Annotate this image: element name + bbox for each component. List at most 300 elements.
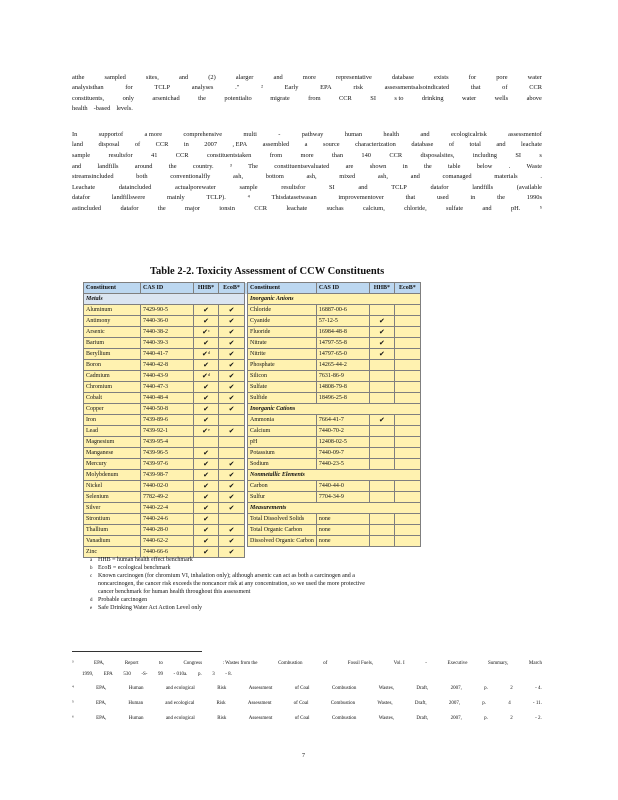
footnote-word: Combustion xyxy=(331,716,357,721)
word: landfills xyxy=(97,163,119,170)
footnote-word: Risk xyxy=(217,716,227,721)
footnote-word: -S- xyxy=(141,672,148,677)
hhb-check: ✔ xyxy=(194,459,219,470)
footnote-word: 2007, xyxy=(450,716,462,721)
word: analyses xyxy=(191,84,214,91)
word: for xyxy=(125,84,133,91)
hhb-check: ✔ᵈ xyxy=(194,371,219,382)
constituent-name: Lead xyxy=(84,426,141,437)
word: CCR xyxy=(155,141,169,148)
word: actualporewater xyxy=(175,184,216,191)
ecob-check xyxy=(394,327,420,338)
word: arsenichad xyxy=(152,95,180,102)
ecob-check xyxy=(394,448,420,459)
constituent-name: Manganese xyxy=(84,448,141,459)
text-line xyxy=(72,163,542,170)
ecob-check xyxy=(394,459,420,470)
constituent-name: Total Organic Carbon xyxy=(248,525,317,536)
footnote-word: Wastes, xyxy=(377,701,393,706)
table-row xyxy=(84,437,421,448)
hhb-check xyxy=(369,525,394,536)
word: CCR xyxy=(254,205,268,212)
cas-id: 7440-42-8 xyxy=(141,360,194,371)
word: total xyxy=(469,141,481,148)
cas-id: 7440-02-0 xyxy=(141,481,194,492)
text-line xyxy=(72,184,542,191)
word: ⁵ xyxy=(539,205,542,212)
cas-id: 7440-24-6 xyxy=(141,514,194,525)
hhb-check: ✔ xyxy=(369,316,394,327)
note-text: noncarcinogen, the cancer risk exceeds the noncancer risk at any concentration, so we used the more protective xyxy=(98,581,365,587)
footnote-word: 99 xyxy=(158,672,163,677)
word: resultsfor xyxy=(108,152,133,159)
word: streamsincluded xyxy=(72,173,114,180)
footnote-word: Draft, xyxy=(416,686,429,691)
ecob-check: ✔ xyxy=(219,459,245,470)
word: table xyxy=(448,163,461,170)
ecob-check xyxy=(394,371,420,382)
cas-id: 7631-86-9 xyxy=(316,371,369,382)
word: ash, xyxy=(377,173,388,180)
cas-id: none xyxy=(316,525,369,536)
word: CCR xyxy=(339,95,352,102)
cas-id: 7440-23-5 xyxy=(316,459,369,470)
ecob-check xyxy=(394,492,420,503)
table-row xyxy=(84,426,421,437)
word: database xyxy=(411,141,434,148)
cas-id: 7439-89-6 xyxy=(141,415,194,426)
word: (2) xyxy=(208,74,216,81)
text-line xyxy=(72,105,542,112)
cas-id: 7440-47-3 xyxy=(141,382,194,393)
word: and xyxy=(482,205,492,212)
word: comanaged xyxy=(442,173,472,180)
ecob-check xyxy=(219,415,245,426)
hhb-check: ✔ xyxy=(369,415,394,426)
constituent-name: Nitrite xyxy=(248,349,317,360)
constituent-name: Beryllium xyxy=(84,349,141,360)
hhb-check: ✔ xyxy=(194,492,219,503)
footnote-word: Human xyxy=(128,716,144,721)
word: supportof xyxy=(98,131,124,138)
word: comprehensive xyxy=(183,131,223,138)
word: and xyxy=(496,141,506,148)
text-line xyxy=(72,205,542,212)
ecob-check: ✔ xyxy=(219,338,245,349)
constituent-name: Phosphate xyxy=(248,360,317,371)
text-line xyxy=(72,95,542,102)
ecob-check: ✔ xyxy=(219,349,245,360)
cas-id: 14265-44-2 xyxy=(316,360,369,371)
ecob-check: ✔ xyxy=(219,525,245,536)
word: . xyxy=(508,163,511,170)
hhb-check: ✔ xyxy=(194,514,219,525)
ecob-check xyxy=(394,415,420,426)
cas-id: 7439-98-7 xyxy=(141,470,194,481)
footnote-word: - 010a. xyxy=(173,672,188,677)
table-row xyxy=(84,492,421,503)
ecob-check xyxy=(394,536,420,547)
cas-id: 7440-50-8 xyxy=(141,404,194,415)
word: suchas xyxy=(326,205,344,212)
hhb-check: ✔ xyxy=(194,525,219,536)
ecob-check: ✔ xyxy=(219,382,245,393)
table-row xyxy=(84,514,421,525)
word: and xyxy=(72,163,82,170)
ecob-check xyxy=(219,514,245,525)
column-header: EcoB* xyxy=(394,283,420,294)
footnote-word: March xyxy=(528,661,542,666)
column-header: HHB* xyxy=(194,283,219,294)
word: mixed xyxy=(339,173,356,180)
cas-id: 7439-92-1 xyxy=(141,426,194,437)
cas-id: 7440-41-7 xyxy=(141,349,194,360)
footnote-word: 2007, xyxy=(450,686,462,691)
word: disposalsites, xyxy=(420,152,455,159)
footnote-word: EPA, xyxy=(96,686,107,691)
footnote-word: Assessment xyxy=(247,701,272,706)
ecob-check: ✔ xyxy=(219,327,245,338)
word: and xyxy=(410,173,420,180)
note-text: Safe Drinking Water Act Action Level only xyxy=(98,605,203,611)
word: the xyxy=(168,163,177,170)
constituent-name: Barium xyxy=(84,338,141,349)
word: land xyxy=(72,141,84,148)
footnote-word: of Coal xyxy=(293,701,309,706)
word: ecologicalrisk xyxy=(450,131,487,138)
hhb-check xyxy=(369,382,394,393)
constituent-name: Molybdenum xyxy=(84,470,141,481)
word: above xyxy=(526,95,542,102)
word: constituentstaken xyxy=(206,152,252,159)
footnote-word: Risk xyxy=(217,686,227,691)
constituent-name: Strontium xyxy=(84,514,141,525)
table-row xyxy=(84,415,421,426)
cas-id: 57-12-5 xyxy=(316,316,369,327)
word: , EPA xyxy=(232,141,248,148)
hhb-check: ✔ xyxy=(194,360,219,371)
footnote-word: - xyxy=(425,661,427,666)
word: are xyxy=(345,163,354,170)
constituent-name: Cyanide xyxy=(248,316,317,327)
ecob-check: ✔ xyxy=(219,305,245,316)
table-row xyxy=(84,316,421,327)
word: more xyxy=(302,74,316,81)
footnote-rule xyxy=(72,651,202,652)
word: constituents, xyxy=(72,95,105,102)
hhb-check: ✔ xyxy=(369,327,394,338)
word: characterization xyxy=(355,141,396,148)
footnote-word: Assessment xyxy=(248,716,273,721)
note-marker: c xyxy=(90,574,93,579)
column-header: CAS ID xyxy=(141,283,194,294)
constituent-name: Zinc xyxy=(84,547,141,558)
footnote-word: Assessment xyxy=(248,686,273,691)
ecob-check: ✔ xyxy=(219,547,245,558)
constituent-name: Cobalt xyxy=(84,393,141,404)
cas-id: 14808-79-8 xyxy=(316,382,369,393)
hhb-check: ✔ xyxy=(194,316,219,327)
word: only xyxy=(122,95,134,102)
ecob-check xyxy=(219,448,245,459)
word: mainly xyxy=(166,194,185,201)
footnote-word: Draft, xyxy=(416,716,429,721)
empty-cell xyxy=(248,547,421,558)
word: CCR xyxy=(389,152,403,159)
constituent-name: Potassium xyxy=(248,448,317,459)
word: Waste xyxy=(526,163,542,170)
word: and xyxy=(358,184,368,191)
column-header: HHB* xyxy=(369,283,394,294)
constituent-name: pH xyxy=(248,437,317,448)
word: exists xyxy=(434,74,449,81)
ecob-check xyxy=(394,481,420,492)
footnote-word: to xyxy=(159,661,163,666)
ecob-check: ✔ xyxy=(219,316,245,327)
footnote-word: Wastes, xyxy=(378,686,395,691)
hhb-check xyxy=(369,459,394,470)
word: datafor xyxy=(120,205,139,212)
footnote-word: of xyxy=(323,661,328,666)
hhb-check: ✔ xyxy=(369,349,394,360)
hhb-check: ✔ xyxy=(194,481,219,492)
footnote-word: of Coal xyxy=(294,716,310,721)
word: leachate xyxy=(286,205,308,212)
table-row xyxy=(84,459,421,470)
footnote-word: - 11. xyxy=(532,701,542,706)
note-text: HHB = human health effect benchmark xyxy=(98,557,193,563)
word: sulfate xyxy=(446,205,464,212)
table-note xyxy=(90,565,171,572)
word: landfillswere xyxy=(111,194,146,201)
footnote-word: and ecological xyxy=(165,701,195,706)
word: ionsin xyxy=(219,205,235,212)
word: improvementover xyxy=(338,194,384,201)
word: that xyxy=(405,194,416,201)
constituent-name: Antimony xyxy=(84,316,141,327)
hhb-check: ✔ᵉ xyxy=(194,426,219,437)
category-heading: Nonmetallic Elements xyxy=(248,470,421,481)
footnote-word: Executive xyxy=(447,661,468,666)
ecob-check: ✔ xyxy=(219,470,245,481)
word: alarger xyxy=(235,74,254,81)
word: major xyxy=(185,205,200,212)
word: datafor xyxy=(430,184,449,191)
word: shown xyxy=(369,163,387,170)
hhb-check xyxy=(369,492,394,503)
note-text: cancer benchmark for human health throughout this assessment xyxy=(98,589,251,595)
ecob-check xyxy=(394,514,420,525)
table-row xyxy=(84,393,421,404)
word: sample xyxy=(239,184,258,191)
word: -based xyxy=(93,105,111,112)
constituent-name: Aluminum xyxy=(84,305,141,316)
word: SI xyxy=(370,95,376,102)
word: assessmentof xyxy=(508,131,542,138)
word: sample xyxy=(72,152,91,159)
cas-id: 7439-96-5 xyxy=(141,448,194,459)
cas-id: 7664-41-7 xyxy=(316,415,369,426)
ecob-check xyxy=(394,360,420,371)
constituent-name: Vanadium xyxy=(84,536,141,547)
category-heading: Inorganic Anions xyxy=(248,294,421,305)
hhb-check: ✔ xyxy=(194,415,219,426)
table-note xyxy=(90,597,147,604)
word: water xyxy=(461,95,477,102)
table-row xyxy=(84,305,421,316)
word: more xyxy=(300,152,314,159)
ecob-check xyxy=(219,437,245,448)
text-line xyxy=(72,84,542,91)
hhb-check xyxy=(369,437,394,448)
ecob-check xyxy=(394,393,420,404)
table-header-row xyxy=(84,283,421,294)
word: leachate xyxy=(521,141,542,148)
hhb-check xyxy=(369,426,394,437)
hhb-check: ✔ᶜ xyxy=(194,327,219,338)
word: (available xyxy=(516,184,542,191)
footnote xyxy=(72,716,542,722)
word: from xyxy=(269,152,283,159)
cas-id: 14797-65-0 xyxy=(316,349,369,360)
constituent-name: Nitrate xyxy=(248,338,317,349)
footnote-word: : Wastes from the xyxy=(222,661,258,666)
footnote-word: EPA xyxy=(103,672,113,677)
word: materials xyxy=(494,173,518,180)
footnote-word: - 4. xyxy=(535,686,542,691)
hhb-check xyxy=(369,481,394,492)
cas-id: 12408-02-5 xyxy=(316,437,369,448)
word: human xyxy=(344,131,363,138)
hhb-check: ✔ xyxy=(194,305,219,316)
table-row xyxy=(84,327,421,338)
hhb-check: ✔ xyxy=(194,382,219,393)
cas-id: 7782-49-2 xyxy=(141,492,194,503)
word: migrate xyxy=(270,95,290,102)
word: ash, xyxy=(306,173,317,180)
constituent-name: Silver xyxy=(84,503,141,514)
footnote-word: 2 xyxy=(510,686,513,691)
word: of xyxy=(502,84,508,91)
word: conventionalfly xyxy=(170,173,211,180)
table-row xyxy=(84,525,421,536)
constituent-name: Selenium xyxy=(84,492,141,503)
word: analysisthan xyxy=(72,84,104,91)
word: risk xyxy=(353,84,363,91)
word: country. xyxy=(192,163,214,170)
table-row xyxy=(84,448,421,459)
word: below xyxy=(476,163,493,170)
cas-id: 7440-39-3 xyxy=(141,338,194,349)
cas-id: 14797-55-8 xyxy=(316,338,369,349)
footnote-word: Congress xyxy=(183,661,203,666)
constituent-name: Fluoride xyxy=(248,327,317,338)
word: both xyxy=(136,173,148,180)
word: pore xyxy=(496,74,508,81)
cas-id: 18496-25-8 xyxy=(316,393,369,404)
footnote-word: Combustion xyxy=(331,686,357,691)
cas-id: 7439-95-4 xyxy=(141,437,194,448)
word: ³ xyxy=(229,163,232,170)
table-row xyxy=(84,349,421,360)
word: landfills xyxy=(472,184,494,191)
word: including xyxy=(472,152,497,159)
cas-id: 7440-48-4 xyxy=(141,393,194,404)
cas-id: none xyxy=(316,514,369,525)
hhb-check xyxy=(369,371,394,382)
constituent-name: Chloride xyxy=(248,305,317,316)
text-line xyxy=(72,74,542,81)
table-note xyxy=(90,581,365,588)
word: health xyxy=(383,131,400,138)
ecob-check xyxy=(394,426,420,437)
footnote-word: Combustion xyxy=(330,701,356,706)
cas-id: 7439-97-6 xyxy=(141,459,194,470)
word: The xyxy=(248,163,259,170)
hhb-check xyxy=(369,448,394,459)
word: pathway xyxy=(301,131,324,138)
word: that xyxy=(470,84,481,91)
word: constituentsevaluated xyxy=(274,163,330,170)
category-heading: Measurements xyxy=(248,503,421,514)
word: and xyxy=(178,74,189,81)
word: Thisdatasetwasan xyxy=(271,194,317,201)
ecob-check xyxy=(394,305,420,316)
word: of xyxy=(134,141,141,148)
word: 2007 xyxy=(204,141,218,148)
word: the xyxy=(497,194,505,201)
word: calcium, xyxy=(362,205,385,212)
word: sampled xyxy=(104,74,126,81)
word: Leachate xyxy=(72,184,96,191)
word: for xyxy=(468,74,477,81)
word: in xyxy=(402,163,408,170)
note-marker: d xyxy=(90,598,93,603)
footnote-word: Human xyxy=(128,686,144,691)
constituent-name: Sulfide xyxy=(248,393,317,404)
constituent-name: Arsenic xyxy=(84,327,141,338)
cas-id: 7440-70-2 xyxy=(316,426,369,437)
word: the xyxy=(423,163,432,170)
footnote-word: ³ xyxy=(72,661,74,666)
table-row xyxy=(84,382,421,393)
constituent-name: Carbon xyxy=(248,481,317,492)
hhb-check xyxy=(369,393,394,404)
footnote xyxy=(72,686,542,692)
table-row xyxy=(84,470,421,481)
word: astincluded xyxy=(72,205,102,212)
footnote-word: ⁴ xyxy=(72,686,74,691)
footnote-word: ⁵ xyxy=(72,701,74,706)
footnote-word: Fossil Fuels, xyxy=(347,661,374,666)
word: the xyxy=(157,205,166,212)
footnote-word: Wastes, xyxy=(378,716,395,721)
toxicity-table xyxy=(83,282,421,558)
footnote-word: p. xyxy=(484,716,488,721)
footnote-word: p. xyxy=(484,686,488,691)
footnote xyxy=(82,672,232,678)
constituent-name: Thallium xyxy=(84,525,141,536)
constituent-name: Calcium xyxy=(248,426,317,437)
footnote-word: EPA, xyxy=(95,701,107,706)
ecob-check: ✔ xyxy=(219,404,245,415)
column-header: Constituent xyxy=(248,283,317,294)
footnote-word: Summary, xyxy=(487,661,509,666)
text-line xyxy=(72,131,542,138)
footnote-word: - 8. xyxy=(225,672,232,677)
word: and xyxy=(420,131,430,138)
text-line xyxy=(72,173,542,180)
